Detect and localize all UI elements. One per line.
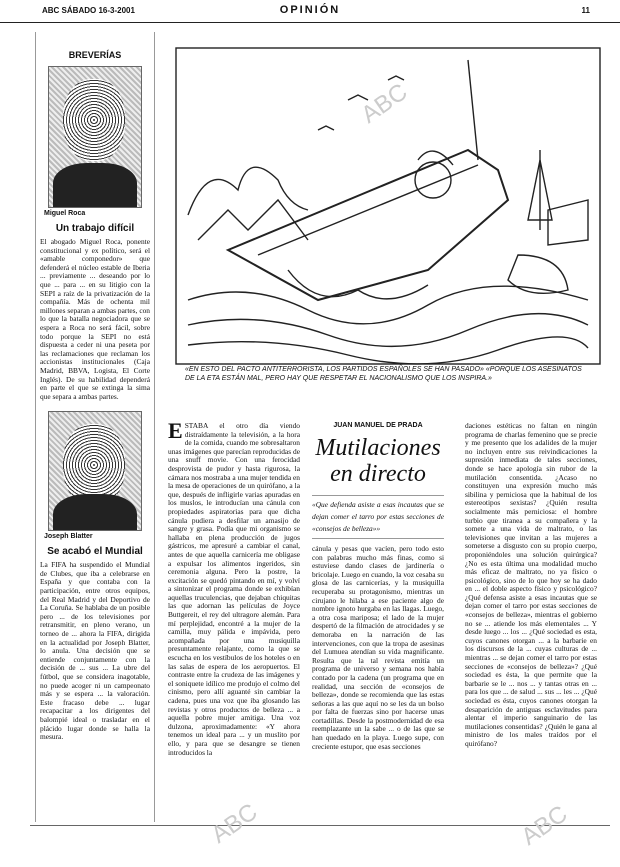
article-title: Mutilaciones en directo: [315, 435, 441, 487]
article-column-3: [465, 422, 597, 749]
section-title: OPINIÓN: [279, 4, 341, 16]
page-number: 11: [581, 6, 590, 15]
portrait-photo: [48, 411, 142, 531]
watermark: ABC: [206, 798, 263, 849]
article-column-2: [312, 422, 444, 751]
header-date: ABC SÁBADO 16-3-2001: [42, 6, 135, 15]
page-header: [0, 0, 620, 23]
sidebar-section-title: BREVERÍAS: [68, 50, 122, 60]
photo-caption: Miguel Roca: [44, 210, 86, 217]
watermark: ABC: [516, 800, 573, 851]
cartoon-caption: «EN ESTO DEL PACTO ANTITERRORISTA, LOS PARTIDOS ESPAÑOLES SE HAN PASADO» «PORQUE LOS ASESINATOS DE LA ETA ESTÁN MAL, PERO HAY QUE RESPETAR EL NACIONALISMO QUE LOS INSPIRA.»: [185, 366, 582, 382]
article-pullquote: «Que defienda asiste a esas incautas que se dejan comer el tarro por estas secciones de «consejos de belleza»»: [312, 495, 444, 539]
portrait-photo: [48, 66, 142, 208]
photo-caption: Joseph Blatter: [44, 533, 93, 541]
article-text: cánula y pesas que vacíen, pero todo esto con palabras mucho más finas, como si estuviese dando clases de jardinería o bricolaje. Luego en cuando, la voz cesaba su glosa de las carnicerías, y la musiquilla recuperaba su protagonismo, mientras un cirujano le hilaba a ese paciente algo de nombre ignoto hurgaba en las llagas. Luego, a otra cosa mariposa; el lado de la mujer despertó de la filmación de atrocidades y se demoraba en la narración de las intervenciones, con que la tropa de asesinas del Lumuea atendían su vida magnificante. Resulta que la tal revista emitía un programa de universo y semana nos había contado por la cadena (un programa que en realidad, una sección de «consejos de belleza», donde se recomienda que las estas señoras a las que aquí no se les da un bolso por falta de fuerzas sino por hacerse unas cortadillas. Desde la postmodernidad de esa reemplazante un la sabe ... o de las que se han quedado en la playa. Luego supe, con creciente estupor, que esas secciones: [312, 544, 444, 751]
article-text: daciones estéticas no faltan en ningún programa de charlas femenino que se precie y me presento que los adalides de la mujer no incluyen entre sus reivindicaciones la supresión inmediata de tales secciones, donde se hace apología sin rubor de la mutilación consentida. ¿Acaso no constituyen una expresión mucho más sibilina y perniciosa que la habitual de los estereotipos sexistas? ¿Quién resulta socialmente más perniciosa: el hombre turbio que tiranea a su compañera y la somete a una vida de maltrato, o las televisiones que invitan a las mujeres a someterse a disgusto con su propio cuerpo, proponiéndoles una solución quirúrgica? ¿No es esta última una modalidad mucho más eficaz de maltrato, no ya físico o psicológico, sino de lo que hoy se ha dado en ... el doble aspecto físico y psicológico? ¿Qué defensa asiste a esas incautas que se dejan comer el tarro por estas secciones de «consejos de belleza», mientras el gobierno no se ... atiende los más elementales ... Y desde luego ... los ... ¿Qué sociedad es esta, cuyos canones otorgan ... a la barbarie en los discursos de la ... cuyas culturas de ... mientras ... se dejan comer el tarro por estas secciones de «consejos de belleza»? ¿Qué sociedad es ésta, la que permite que la barbarie se le ... nos ... y tantas otras en ... para los que ... de salud ... sus ... les ... ¿Qué sociedad es ésta, cuyos canones otorgan la desaparición de antiguas esclavitudes para alentar el imperio sanguinario de las mutilaciones consentidas? ¿Quién le gana al ministro de los males traídos por el quirófano?: [465, 421, 597, 748]
sidebar-breverias: [35, 32, 155, 822]
brief-title: Un trabajo difícil: [55, 223, 135, 234]
brief-text: El abogado Miguel Roca, ponente constitucional y ex político, será el «amable componedor» que defenderá el núcleo estable de Iberia ... previamente ... deseando por lo que ... para ... en su litigio con la SEPI a raíz de la privatización de la compañía. Más de ochenta mil millones separan a ambas partes, con lo que la batalla negociadora que se espera a Roca no será fácil, sobre todo porque la SEPI no está dispuesta a ceder ni una peseta por las reclamaciones que reclaman los accionistas institucionales (Caja Madrid, BBVA, Logista, El Corte Inglés). De su habilidad dependerá en parte el que se extinga la sima que separa a ambas partes.: [40, 237, 150, 401]
brief-text: La FIFA ha suspendido el Mundial de Clubes, que iba a celebrarse en España y que contaba con la participación, entre otros equipos, del Real Madrid y del Deportivo de La Coruña. Se hablaba de un posible pero ... de los televisiones por retransmitir, en pleno verano, un torneo de ... ahora la FIFA, dirigida en la actualidad por Joseph Blatter, lo anula. Una decisión que se entiende conjuntamente con la decisión de ... sus ... La ubre del fútbol, que se considera inagotable, no puede acoger ni un campeonato más y se espera ... la valoración. Este fracaso debe ... lugar recapacitar a los dirigentes del balompié ideal o trasladar en el plácido lugar donde se halla la mesura.: [40, 560, 150, 742]
article-column-1: [168, 418, 300, 757]
watermark: ABC: [356, 78, 413, 129]
brief-title: Se acabó el Mundial: [47, 546, 143, 558]
article-author: JUAN MANUEL DE PRADA: [333, 422, 423, 429]
article-text: STABA el otro día viendo distraídamente la televisión, a la hora de la comida, cuando me sobresaltaron unas imágenes que parecían reproducidas de una snuff movie. Con una ferocidad desprovista de pudor y hasta rigurosa, la cámara nos mostraba a una mujer tendida en la mesa de operaciones de un quirófano, a la que, después de infligirle varias apuradas en los muslos, le introducían una cánula con propiedades aspiratorias para que dicha cánula pudiera a desfilar un amasijo de sangre y grasa. Podía que mi organismo se hallaba en plena producción de jugos gástricos, me apresuré a cambiar el canal, antes de que aquella carnicería me obligase a expulsar los alimentos ingeridos, sin ceremonia alguna. Pero la postre, la excitación se quedó pintando en mí, y volví a sintonizar el programa donde se exhibían aquellas truculencias, que dejaban chiquitas las que adornan las películas de Joyce Buttgereit, el rey del ultragore alemán. Para mí perplejidad, encontré a la mujer de la camilla, muy pálida e impávida, pero acompañada por una musiquilla presuntamente relajante, como la que se escucha en los vestíbulos de los hoteles o en las salas de espera de los aeropuertos. El contraste entre la crudeza de las imágenes y el soniquete idílico me produjo el colmo del cinismo, pero allí aguanté sin cambiar la cadena, pues una voz que iba glosando las revistas y otros productos de belleza ... a aquella pobre mujer amitiga. Una voz dulzona, aproximadamente: «Y ahora tenemos un ideal para ... y un muslito por ello, y para que se desangre se tienen introducidos la: [168, 421, 300, 757]
drop-cap: E: [168, 418, 183, 443]
